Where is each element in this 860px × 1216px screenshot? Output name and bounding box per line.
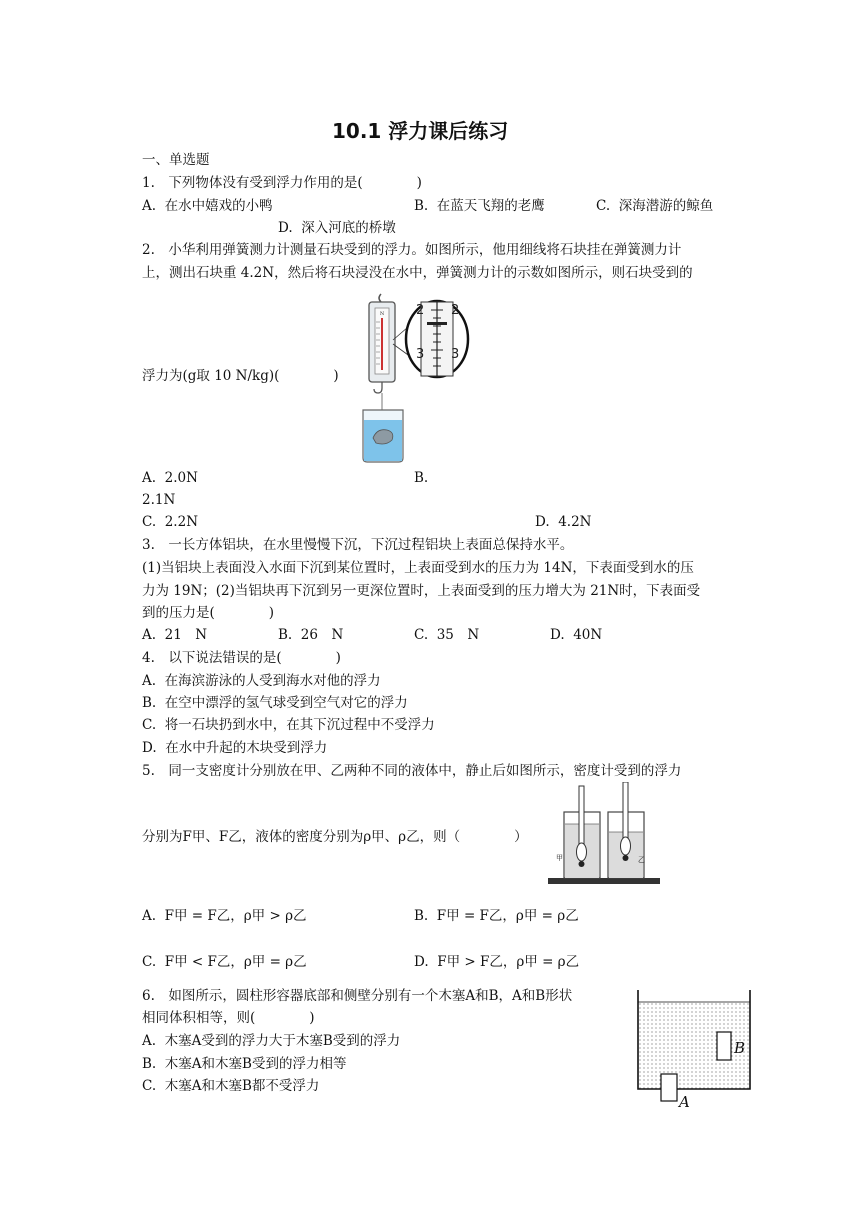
q5-line-1: 5. 同一支密度计分别放在甲、乙两种不同的液体中，静止后如图所示，密度计受到的浮力	[142, 763, 682, 779]
q2-option-b-value: 2.1N	[142, 492, 176, 508]
q6-option-c: C. 木塞A和木塞B都不受浮力	[142, 1078, 320, 1094]
q6-line-2: 相同体积相等，则( )	[142, 1010, 315, 1026]
hydrometer-figure	[546, 782, 664, 888]
q5-option-a: A. F甲 = F乙，ρ甲 > ρ乙	[142, 908, 307, 924]
label-yi: 乙	[638, 856, 645, 864]
svg-text:N: N	[379, 311, 385, 317]
magnifier-tick-2-right: 2	[451, 303, 460, 318]
section-heading: 一、单选题	[142, 152, 210, 168]
magnifier-tick-3-left: 3	[416, 347, 425, 362]
q2-option-c: C. 2.2N	[142, 514, 199, 530]
q6-line-1: 6. 如图所示，圆柱形容器底部和侧壁分别有一个木塞A和B，A和B形状	[142, 988, 573, 1004]
q2-option-d: D. 4.2N	[535, 514, 592, 530]
container-figure	[630, 990, 760, 1114]
q1-stem: 1. 下列物体没有受到浮力作用的是( )	[142, 175, 422, 191]
spring-scale-figure	[355, 292, 480, 464]
q5-option-c: C. F甲 < F乙，ρ甲 = ρ乙	[142, 954, 307, 970]
label-b: B	[734, 1039, 746, 1057]
q1-option-d: D. 深入河底的桥墩	[278, 220, 396, 236]
q1-option-a: A. 在水中嬉戏的小鸭	[142, 198, 273, 214]
q2-line-3: 浮力为(g取 10 N/kg)( )	[142, 368, 339, 384]
q6-option-a: A. 木塞A受到的浮力大于木塞B受到的浮力	[142, 1033, 401, 1049]
q3-option-a: A. 21 N	[142, 627, 208, 643]
magnifier-tick-3-right: 3	[451, 347, 460, 362]
q3-line-4: 到的压力是( )	[142, 605, 275, 621]
q2-option-a: A. 2.0N	[142, 470, 198, 486]
q6-option-b: B. 木塞A和木塞B受到的浮力相等	[142, 1056, 347, 1072]
q4-option-a: A. 在海滨游泳的人受到海水对他的浮力	[142, 673, 381, 689]
magnifier-tick-2-left: 2	[416, 303, 425, 318]
page-title: 10.1 浮力课后练习	[332, 119, 509, 143]
label-jia: 甲	[556, 854, 563, 862]
q2-line-1: 2. 小华利用弹簧测力计测量石块受到的浮力。如图所示，他用细线将石块挂在弹簧测力计	[142, 242, 682, 258]
q4-option-d: D. 在水中升起的木块受到浮力	[142, 740, 328, 756]
q3-option-d: D. 40N	[550, 627, 603, 643]
q3-line-3: 力为 19N；(2)当铝块再下沉到另一更深位置时，上表面受到的压力增大为 21N时，下表面受	[142, 583, 701, 599]
q5-option-b: B. F甲 = F乙，ρ甲 = ρ乙	[414, 908, 579, 924]
q3-option-c: C. 35 N	[414, 627, 480, 643]
q4-option-b: B. 在空中漂浮的氢气球受到空气对它的浮力	[142, 695, 408, 711]
q3-line-2: (1)当铝块上表面没入水面下沉到某位置时，上表面受到水的压力为 14N，下表面受到水的压	[142, 560, 694, 576]
q3-line-1: 3. 一长方体铝块，在水里慢慢下沉，下沉过程铝块上表面总保持水平。	[142, 537, 574, 553]
q3-option-b: B. 26 N	[278, 627, 344, 643]
q1-option-b: B. 在蓝天飞翔的老鹰	[414, 198, 545, 214]
q1-option-c: C. 深海潜游的鲸鱼	[596, 198, 714, 214]
q5-option-d: D. F甲 > F乙，ρ甲 = ρ乙	[414, 954, 580, 970]
q2-option-b: B.	[414, 470, 429, 486]
label-a: A	[679, 1093, 690, 1111]
q4-option-c: C. 将一石块扔到水中，在其下沉过程中不受浮力	[142, 717, 435, 733]
q2-line-2: 上，测出石块重 4.2N，然后将石块浸没在水中，弹簧测力计的示数如图所示，则石块受到的	[142, 265, 693, 281]
q4-stem: 4. 以下说法错误的是( )	[142, 650, 341, 666]
q5-line-2: 分别为F甲、F乙，液体的密度分别为ρ甲、ρ乙，则（ ）	[142, 829, 528, 845]
